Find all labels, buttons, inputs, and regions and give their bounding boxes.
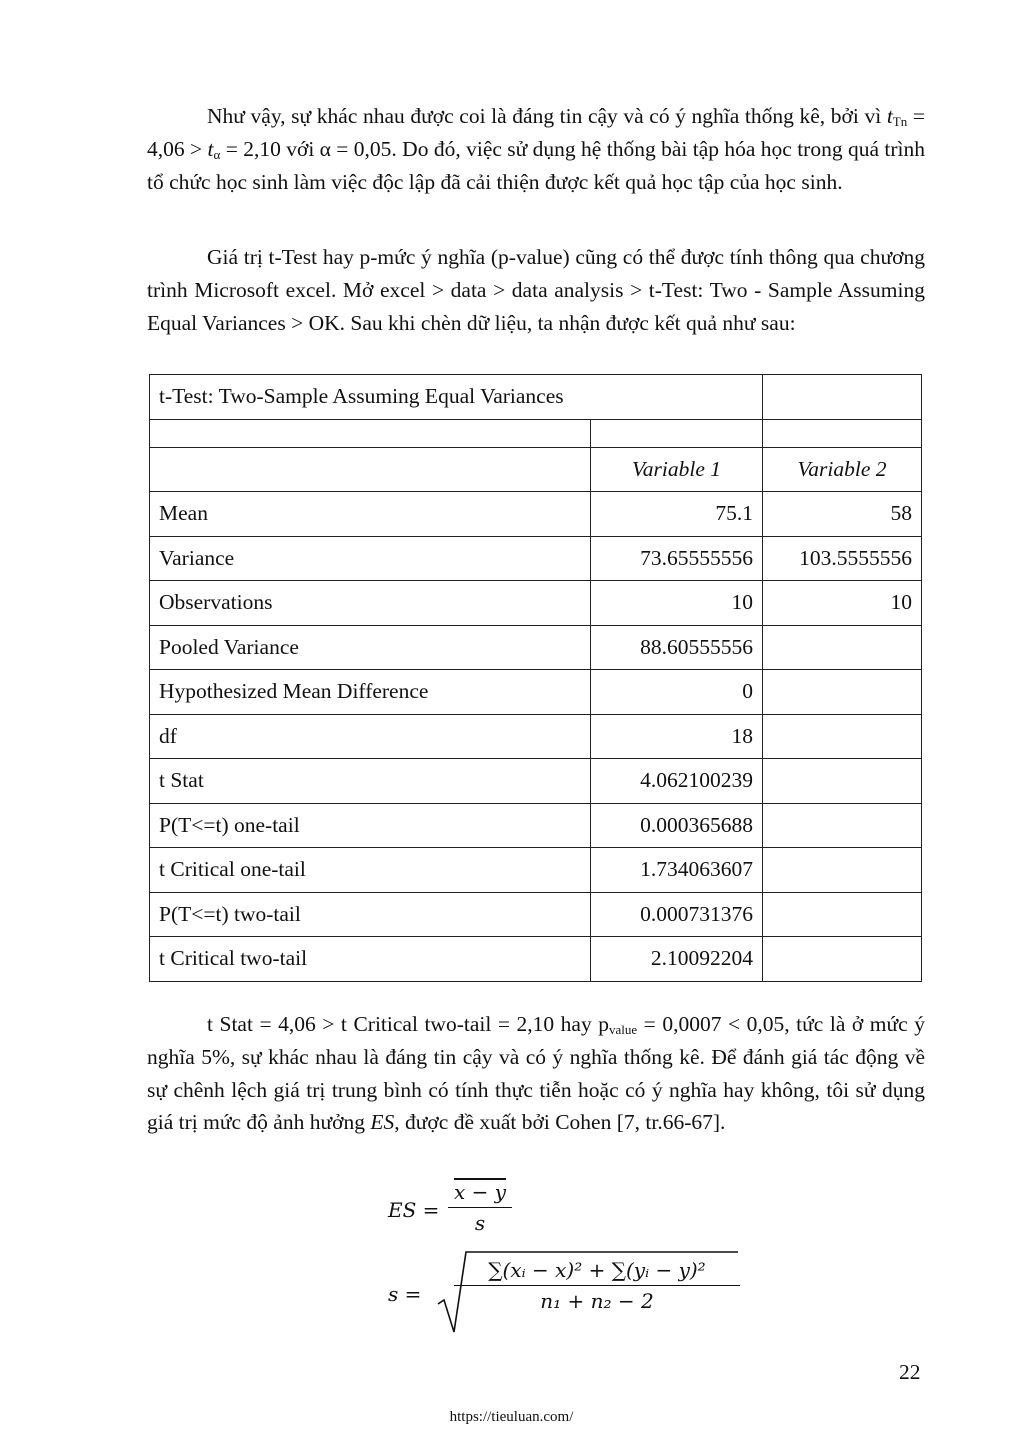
es-denominator: s <box>474 1211 486 1235</box>
table-title: t-Test: Two-Sample Assuming Equal Variances <box>150 375 763 420</box>
p1-text-b: = 4,06 > <box>147 104 925 161</box>
paragraph-excel-method: Giá trị t-Test hay p-mức ý nghĩa (p-value) cũng có thể được tính thông qua chương trình Microsoft excel. Mở excel > data > data analysis > t-Test: Two - Sample Assuming Equal Variances > OK. Sau khi chèn dữ liệu, ta nhận được kết quả như sau: <box>147 245 925 335</box>
es-term: ES <box>370 1110 395 1135</box>
t-alpha-subscript: α <box>213 146 221 162</box>
t-alpha-symbol: t <box>207 136 214 161</box>
t-tn-subscript: Tn <box>892 114 908 129</box>
header-variable-1: Variable 1 <box>591 447 763 492</box>
table-row: P(T<=t) one-tail 0.000365688 <box>150 803 922 848</box>
s-lhs: s = <box>388 1282 422 1306</box>
es-fraction <box>448 1180 512 1235</box>
table-row: Variance 73.65555556 103.5555556 <box>150 536 922 581</box>
table-blank-row <box>150 419 922 447</box>
table-title-row <box>150 375 922 420</box>
table-row: df 18 <box>150 714 922 759</box>
paragraph-conclusion <box>147 100 925 198</box>
paragraph-effect-size <box>147 1008 925 1139</box>
table-row: Mean 75.1 58 <box>150 492 922 537</box>
header-variable-2: Variable 2 <box>763 447 922 492</box>
s-numerator: ∑(xᵢ − x)² + ∑(yᵢ − y)² <box>488 1258 706 1282</box>
p3-text-b: = 0,0007 < 0,05, tức là ở mức ý nghĩa 5%, sự khác nhau là đáng tin cậy và có ý nghĩa thống kê. Để đánh giá tác động về sự chênh lệch giá trị trung bình có tính thực tiễn hoặc có ý nghĩa hay không, tôi sử dụng giá trị mức độ ảnh hưởng <box>147 1012 925 1135</box>
t-test-results-table <box>149 374 922 982</box>
table-row: P(T<=t) two-tail 0.000731376 <box>150 892 922 937</box>
p1-text-a: Như vậy, sự khác nhau được coi là đáng tin cậy và có ý nghĩa thống kê, bởi vì <box>207 104 887 128</box>
table-row: t Stat 4.062100239 <box>150 759 922 804</box>
t-tn-symbol: t <box>886 104 893 128</box>
table-row: Observations 10 10 <box>150 581 922 626</box>
p1-text-c: = 2,10 với α = 0,05. Do đó, việc sử dụng hệ thống bài tập hóa học trong quá trình tổ chức học sinh làm việc độc lập đã cải thiện được kết quả học tập của học sinh. <box>147 136 925 194</box>
table-row: Pooled Variance 88.60555556 <box>150 625 922 670</box>
table-cell-empty <box>763 375 922 420</box>
page-number: 22 <box>899 1360 921 1384</box>
p3-text-a: t Stat = 4,06 > t Critical two-tail = 2,10 hay p <box>207 1012 609 1036</box>
table-row: t Critical one-tail 1.734063607 <box>150 848 922 893</box>
p3-text-c: , được đề xuất bởi Cohen [7, tr.66-67]. <box>394 1110 726 1135</box>
table-row: Hypothesized Mean Difference 0 <box>150 670 922 715</box>
table-header-row <box>150 447 922 492</box>
table-row: t Critical two-tail 2.10092204 <box>150 937 922 982</box>
s-denominator: n₁ + n₂ − 2 <box>540 1289 654 1313</box>
footer-url: https://tieuluan.com/ <box>449 1409 574 1425</box>
p-value-subscript: value <box>608 1022 638 1037</box>
s-fraction <box>454 1258 740 1313</box>
es-numerator: x − y <box>453 1180 507 1204</box>
es-lhs: ES = <box>388 1198 440 1222</box>
